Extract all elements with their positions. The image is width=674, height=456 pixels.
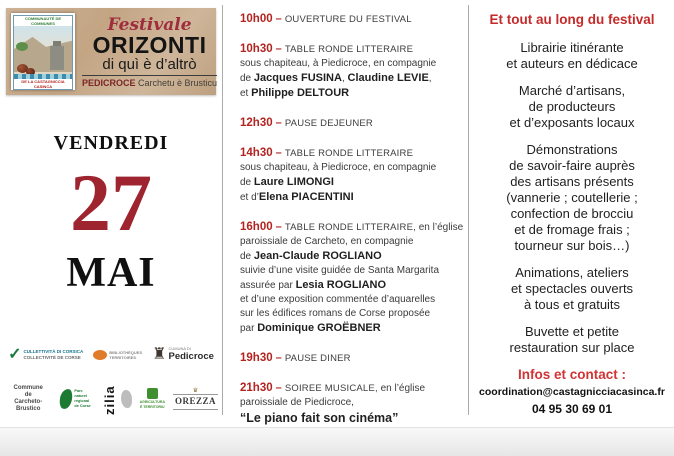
agricultura-territoriu-logo-label: AGRICULTURA È TERRITORIU [139, 400, 165, 409]
schedule-time: 19h30 [240, 352, 273, 364]
schedule-detail-line: par Dominique GROËBNER [240, 322, 381, 334]
schedule-detail-line: sur les édifices romans de Corse proposée [240, 308, 431, 319]
schedule-detail-line: assurée par Lesia ROGLIANO [240, 279, 387, 291]
schedule-time: 12h30 [240, 117, 273, 129]
schedule-event-title: PAUSE DEJEUNER [284, 118, 373, 129]
schedule-event-title: PAUSE DINER [284, 353, 351, 364]
schedule-detail-line: et Philippe DELTOUR [240, 87, 350, 99]
schedule-time: 10h00 [240, 13, 273, 25]
aside-paragraph: Buvette et petite restauration sur place [509, 324, 635, 355]
date-weekday: VENDREDI [53, 132, 169, 154]
poster-bottom-text: DE LA CASTAGNICCIA CASINCA [14, 79, 72, 89]
schedule-event-title: OUVERTURE DU FESTIVAL [284, 14, 412, 25]
agricultura-territoriu-logo-shape [147, 388, 158, 399]
schedule-item-heading [240, 10, 464, 27]
banner-text [75, 16, 224, 88]
tower-shape [50, 46, 64, 70]
zilia-logo-label: zilia [101, 385, 117, 415]
dash-separator: – [272, 382, 285, 394]
poster-top-text: COMMUNAUTÉ DE COMMUNES [14, 16, 72, 26]
schedule-detail-line: paroissiale de Piedicroce, [240, 397, 354, 408]
schedule-item-heading [240, 379, 464, 396]
parc-naturel-corse-logo-shape [59, 388, 73, 409]
cumuna-pedicroce-logo [152, 346, 214, 364]
schedule-item-12h30 [240, 114, 464, 131]
date-block [0, 132, 222, 296]
cullettivita-corsica-logo-glyph: ✓ [8, 345, 22, 363]
bibliotheques-territoires-logo-shape [93, 350, 107, 360]
schedule-time: 16h00 [240, 221, 273, 233]
schedule-detail-line: de Laure LIMONGI [240, 176, 334, 188]
bush-shape [16, 42, 28, 51]
schedule-item-heading [240, 40, 464, 57]
schedule-item-10h00 [240, 10, 464, 27]
schedule-item-heading [240, 114, 464, 131]
cullettivita-corsica-logo-label: CULLETTIVITÀ DI CORSICA COLLECTIVITÉ DE CORSE [23, 348, 84, 360]
cumuna-pedicroce-logo-glyph: ♜ [152, 345, 167, 363]
parc-naturel-corse-logo [60, 389, 93, 409]
dash-separator: – [272, 221, 285, 233]
schedule-detail-line: paroissiale de Carcheto, en compagnie [240, 236, 414, 247]
location-name: PEDICROCE [82, 77, 136, 88]
contact-phone: 04 95 30 69 01 [531, 402, 613, 416]
contact-email: coordination@castagnicciacasinca.fr [479, 386, 665, 398]
orezza-logo-glyph: ♛ [192, 388, 199, 395]
schedule-item-16h00 [240, 218, 464, 336]
commune-carcheto-brustico-logo-label: Commune de Carcheto-Brustico [13, 385, 43, 412]
festival-location [82, 75, 217, 88]
aside-paragraph: Librairie itinérante et auteurs en dédicace [506, 40, 638, 71]
schedule-detail-line: suivie d’une visite guidée de Santa Margarita [240, 265, 440, 276]
schedule-item-14h30 [240, 144, 464, 205]
aside-heading: Et tout au long du festival [489, 12, 655, 27]
festival-script-title: Festivale [107, 14, 192, 35]
dash-separator: – [272, 147, 285, 159]
schedule-item-heading [240, 349, 464, 366]
column-divider-right [468, 5, 469, 415]
dash-separator: – [272, 352, 285, 364]
date-month: MAI [66, 250, 156, 296]
schedule-detail-line: et d’Elena PIACENTINI [240, 191, 354, 203]
aside-paragraph: Marché d’artisans, de producteurs et d’exposants locaux [509, 83, 635, 130]
festival-subtitle: di quì è d’altrò [102, 55, 197, 73]
poster-illustration [14, 26, 72, 79]
schedule-item-19h30 [240, 349, 464, 366]
aside-paragraph: Animations, ateliers et spectacles ouverts à tous et gratuits [510, 265, 634, 312]
schedule-detail-line: sous chapiteau, à Piedicroce, en compagnie [240, 162, 437, 173]
bibliotheques-territoires-logo [93, 350, 142, 360]
parc-naturel-corse-logo-label: Parc naturel régional de Corse [74, 389, 91, 408]
schedule-event-title: TABLE RONDE LITTERAIRE, [284, 222, 416, 233]
schedule-column [240, 10, 464, 456]
agricultura-territoriu-logo [140, 388, 165, 409]
schedule-detail-line: de Jacques FUSINA, Claudine LEVIE, [240, 72, 432, 84]
sponsor-logos-row1 [8, 346, 214, 364]
schedule-time: 10h30 [240, 43, 273, 55]
schedule-detail-line: et d’une exposition commentée d’aquarelles [240, 294, 436, 305]
orezza-logo [173, 388, 218, 410]
column-divider-left [222, 5, 223, 415]
schedule-event-title: TABLE RONDE LITTERAIRE [284, 148, 414, 159]
poster-frame [13, 15, 73, 90]
schedule-detail-line: “Le piano fait son cinéma” [240, 411, 399, 425]
festival-title: ORIZONTI [92, 31, 207, 58]
orezza-logo-label: OREZZA [173, 394, 218, 410]
commune-carcheto-brustico-logo [4, 385, 52, 413]
dash-separator: – [272, 117, 285, 129]
schedule-event-title: en l’église [415, 222, 464, 233]
schedule-item-heading [240, 218, 464, 235]
dash-separator: – [272, 13, 285, 25]
bibliotheques-territoires-logo-label: BIBLIOTHÈQUES TERRITOIRES [109, 349, 143, 360]
schedule-detail-line: de Jean-Claude ROGLIANO [240, 250, 382, 262]
schedule-time: 14h30 [240, 147, 273, 159]
cumuna-pedicroce-logo-label: CUMUNA DI Pedicroce [168, 346, 214, 363]
communaute-communes-poster [11, 13, 75, 90]
schedule-event-title: TABLE RONDE LITTERAIRE [284, 44, 414, 55]
sponsor-logos-row2 [4, 383, 218, 415]
water-shape [14, 74, 72, 79]
schedule-event-title: en l’église [377, 383, 426, 394]
aside-paragraphs [474, 40, 670, 356]
schedule-item-heading [240, 144, 464, 161]
date-day: 27 [70, 157, 152, 248]
schedule-time: 21h30 [240, 382, 273, 394]
dash-separator: – [272, 43, 285, 55]
schedule-detail-line: sous chapiteau, à Piedicroce, en compagnie [240, 58, 437, 69]
festival-banner [6, 8, 216, 95]
contact-heading: Infos et contact : [517, 367, 626, 382]
schedule-item-10h30 [240, 40, 464, 101]
aside-column [474, 12, 670, 416]
cullettivita-corsica-logo [8, 345, 84, 363]
location-subname: Carchetu è Brusticu [135, 77, 218, 88]
schedule-event-title: SOIREE MUSICALE, [284, 383, 378, 394]
aside-paragraph: Démonstrations de savoir-faire auprès des artisans présents (vannerie ; coutellerie ; confection de brocciu et de fromage frais ; tourneur sur bois…) [506, 142, 638, 253]
zilia-logo [102, 383, 132, 415]
bottom-gray-bar [0, 427, 674, 456]
